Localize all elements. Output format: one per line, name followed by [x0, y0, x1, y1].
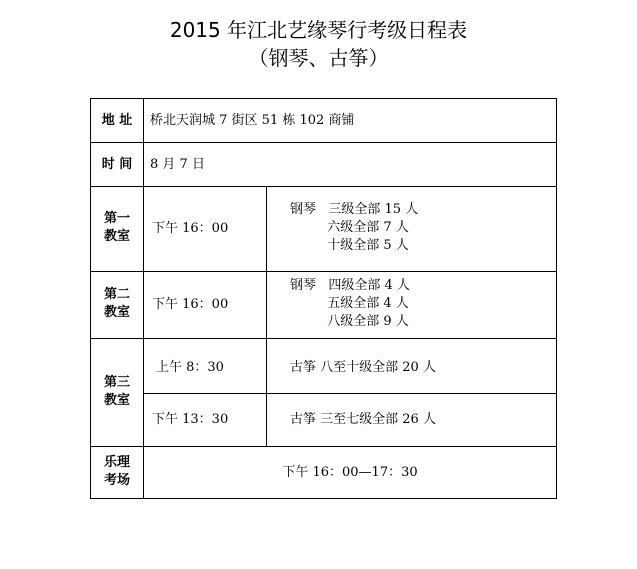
- room2-label: 第二 教室: [103, 287, 130, 320]
- list-item: 六级全部 7 人: [290, 220, 409, 235]
- theory-time: 下午 16：00—17：30: [282, 465, 418, 480]
- list-item: 十级全部 5 人: [290, 238, 409, 253]
- room1-time: 下午 16：00: [152, 221, 229, 236]
- list-item: 钢琴 三级全部 15 人: [290, 202, 419, 217]
- page-title: 2015 年江北艺缘琴行考级日程表: [169, 18, 468, 42]
- room2-time: 下午 16：00: [152, 297, 229, 312]
- room3-session1-detail: 古筝 八至十级全部 20 人: [290, 360, 436, 375]
- room1-exam-list: [290, 201, 550, 255]
- room1-label: 第一 教室: [103, 211, 130, 244]
- address-value: 桥北天润城 7 街区 51 栋 102 商铺: [150, 113, 355, 128]
- list-item: 八级全部 9 人: [290, 314, 409, 329]
- page-subtitle: （钢琴、古筝）: [248, 46, 389, 70]
- room3-label: 第三 教室: [103, 375, 130, 408]
- time-value: 8 月 7 日: [150, 157, 205, 172]
- list-item: 钢琴 四级全部 4 人: [290, 278, 410, 293]
- room3-session1-time: 上午 8：30: [156, 360, 224, 375]
- address-label: 地 址: [101, 113, 133, 128]
- room3-session2-time: 下午 13：30: [152, 412, 229, 427]
- room2-exam-list: [290, 277, 550, 331]
- theory-label: 乐理 考场: [103, 455, 130, 488]
- list-item: 五级全部 4 人: [290, 296, 409, 311]
- room3-session2-detail: 古筝 三至七级全部 26 人: [290, 412, 436, 427]
- time-label: 时 间: [101, 157, 133, 172]
